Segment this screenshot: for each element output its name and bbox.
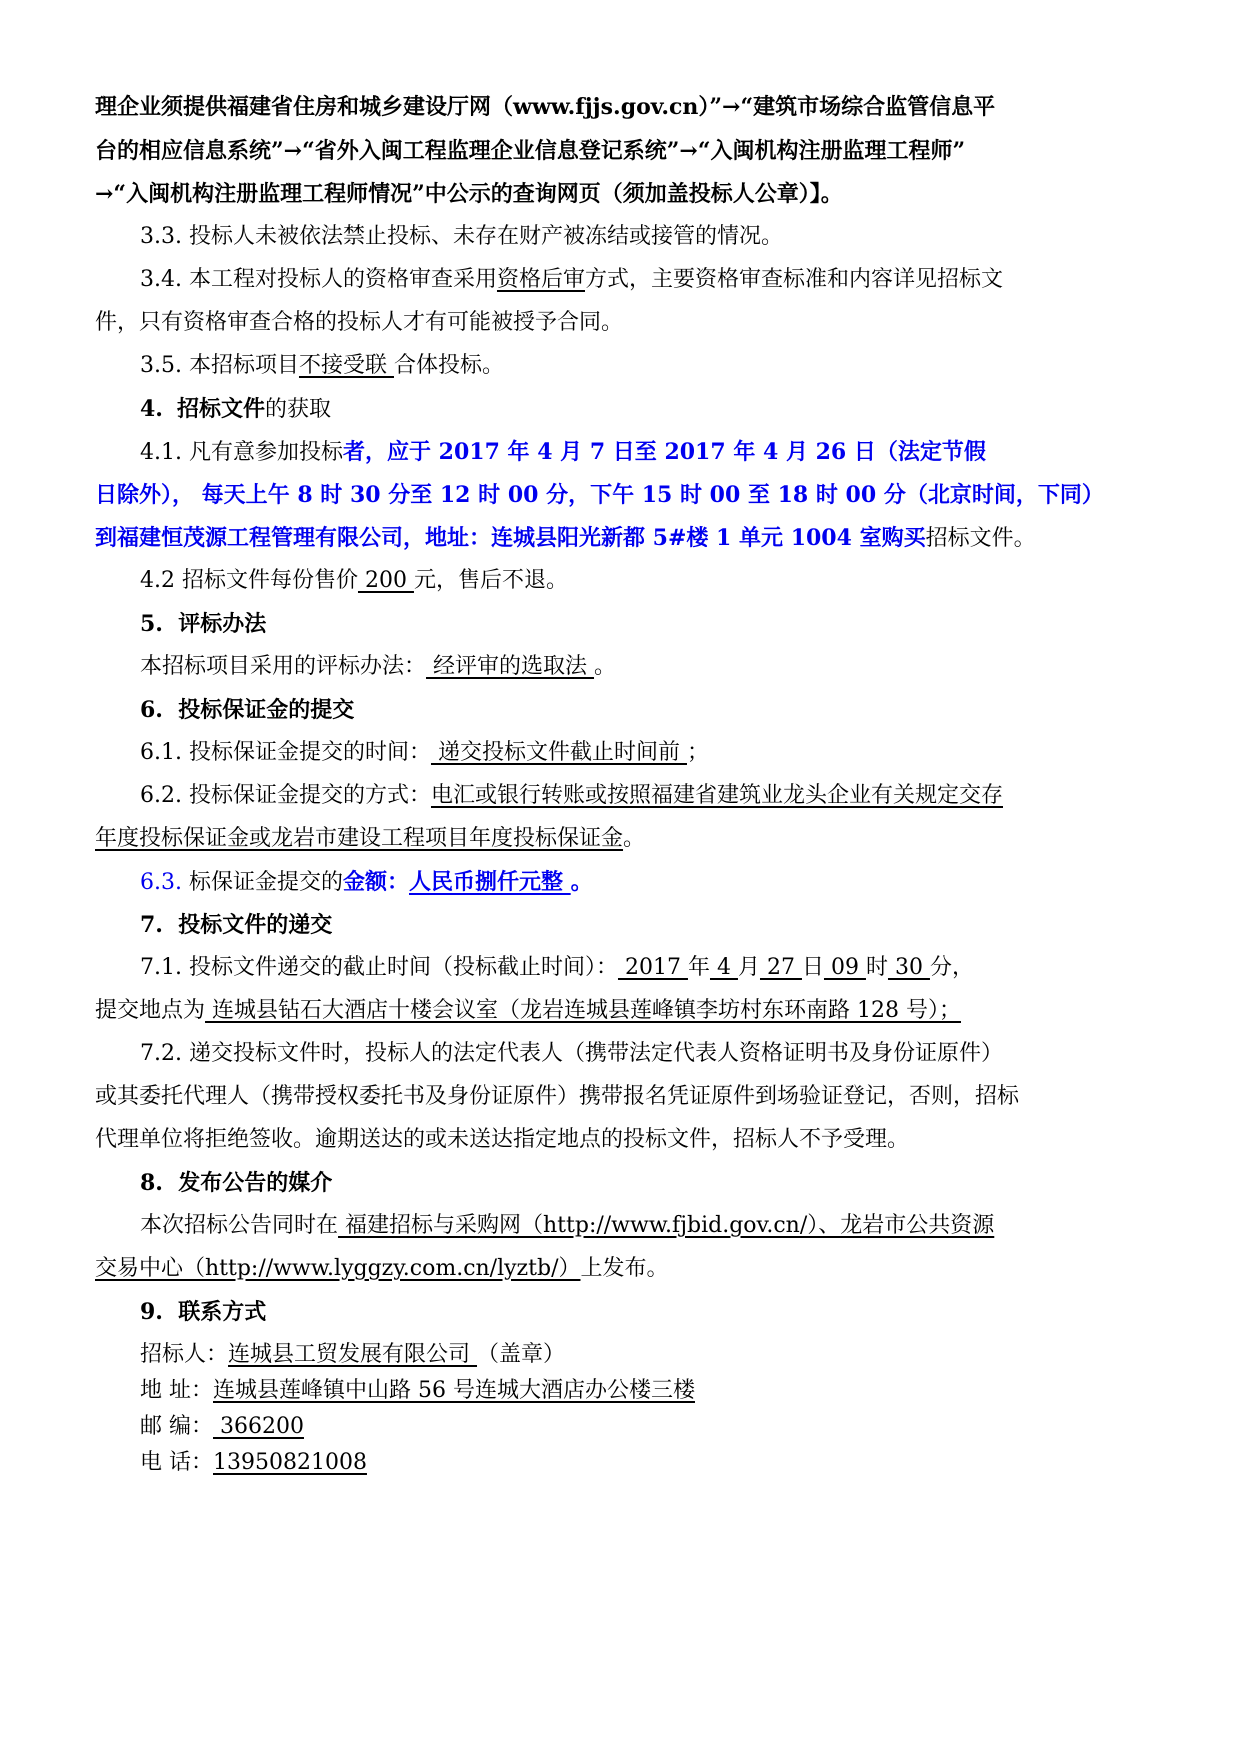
heading-4-bold: 招标文件 — [176, 396, 265, 422]
clause-5-text-a: 本招标项目采用的评标办法： — [140, 654, 427, 679]
clause-8-text-a: 本次招标公告同时在 — [140, 1213, 339, 1238]
heading-6-number: 6. — [140, 697, 163, 723]
clause-7-1-month-unit: 月 — [737, 955, 760, 980]
intro-line-3: →“入闽机构注册监理工程师情况”中公示的查询网页（须加盖投标人公章）】。 — [95, 181, 843, 207]
clause-7-2-line-1: 7.2. 递交投标文件时，投标人的法定代表人（携带法定代表人资格证明书及身份证原件） — [140, 1041, 1003, 1066]
clause-6-1-text-b: ； — [686, 740, 709, 765]
clause-6-1-time: 递交投标文件截止时间前 — [430, 740, 687, 765]
clause-5 — [140, 652, 1241, 682]
heading-4-number: 4. — [140, 396, 163, 422]
heading-4-rest: 的获取 — [264, 397, 331, 422]
clause-3-3: 3.3. 投标人未被依法禁止投标、未存在财产被冻结或接管的情况。 — [140, 224, 783, 249]
clause-4-1-line-3 — [95, 523, 1241, 554]
clause-7-1-hour: 09 — [823, 955, 866, 980]
clause-8-media-2: 交易中心（http://www.lyggzy.com.cn/lyztb/） — [95, 1256, 581, 1281]
contact-tenderer — [140, 1340, 1241, 1370]
clause-7-1-day-unit: 日 — [801, 955, 824, 980]
contact-zip-label: 邮 编： — [140, 1414, 213, 1439]
intro-line-2: 台的相应信息系统”→“省外入闽工程监理企业信息登记系统”→“入闽机构注册监理工程师” — [95, 138, 966, 164]
heading-8 — [140, 1168, 1241, 1198]
clause-4-1-line-2: 日除外）， 每天上午 8 时 30 分至 12 时 00 分，下午 15 时 00 至 18 时 00 分（北京时间，下同） — [95, 482, 1104, 508]
heading-9-number: 9. — [140, 1299, 163, 1325]
heading-6 — [140, 695, 1241, 725]
clause-7-1-location-label: 提交地点为 — [95, 998, 206, 1023]
clause-6-2-text-b: 。 — [623, 826, 646, 851]
heading-7 — [140, 910, 1241, 940]
clause-4-1-blue-1: 者，应于 2017 年 4 月 7 日至 2017 年 4 月 26 日（法定节假 — [342, 439, 986, 465]
heading-9 — [140, 1297, 1241, 1327]
clause-7-2-line-2: 或其委托代理人（携带授权委托书及身份证原件）携带报名凭证原件到场验证登记，否则，招标 — [95, 1084, 1020, 1109]
heading-7-title: 投标文件的递交 — [178, 912, 333, 938]
clause-6-2-method-2: 年度投标保证金或龙岩市建设工程项目年度投标保证金 — [95, 826, 624, 851]
contact-tenderer-note: （盖章） — [477, 1342, 566, 1367]
clause-3-5 — [140, 351, 1241, 381]
clause-7-1-location: 连城县钻石大酒店十楼会议室（龙岩连城县莲峰镇李坊村东环南路 128 号）； — [205, 998, 961, 1023]
clause-7-2-line-3: 代理单位将拒绝签收。逾期送达的或未送达指定地点的投标文件，招标人不予受理。 — [95, 1127, 910, 1152]
clause-4-1-rest: 招标文件。 — [925, 526, 1036, 551]
clause-5-text-b: 。 — [594, 654, 617, 679]
clause-7-1-year-unit: 年 — [687, 955, 710, 980]
clause-7-1-day: 27 — [759, 955, 802, 980]
clause-6-3-text-a: 标保证金提交的 — [181, 870, 343, 895]
clause-8-line-1 — [140, 1211, 1241, 1241]
clause-4-2-text-b: 元，售后不退。 — [413, 568, 568, 593]
clause-3-4-text-b: 方式，主要资格审查标准和内容详见招标文 — [585, 267, 1004, 292]
contact-phone-label: 电 话： — [140, 1450, 213, 1475]
heading-5-number: 5. — [140, 611, 163, 637]
clause-6-3-amount-label: 金额： — [342, 869, 409, 895]
clause-6-3 — [140, 867, 1241, 898]
contact-tenderer-value: 连城县工贸发展有限公司 — [228, 1342, 478, 1367]
contact-zip — [140, 1412, 1241, 1442]
clause-7-1-month: 4 — [709, 955, 738, 980]
clause-3-4-underlined: 资格后审 — [496, 267, 585, 292]
clause-6-2-text-a: 6.2. 投标保证金提交的方式： — [140, 783, 431, 808]
clause-3-4-line-2: 件，只有资格审查合格的投标人才有可能被授予合同。 — [95, 310, 624, 335]
contact-phone-value: 13950821008 — [213, 1450, 367, 1475]
contact-address-value: 连城县莲峰镇中山路 56 号连城大酒店办公楼三楼 — [213, 1378, 695, 1403]
clause-4-1-blue-3: 到福建恒茂源工程管理有限公司，地址：连城县阳光新都 5#楼 1 单元 1004 室购买 — [95, 525, 926, 551]
clause-6-3-number: 6.3. — [140, 870, 182, 895]
contact-phone — [140, 1448, 1241, 1478]
clause-7-1-hour-unit: 时 — [865, 955, 888, 980]
clause-8-line-2 — [95, 1254, 1241, 1284]
clause-8-media-1: 福建招标与采购网（http://www.fjbid.gov.cn/）、龙岩市公共资源 — [338, 1213, 995, 1238]
clause-4-1-line-1 — [140, 437, 1241, 468]
clause-7-1-line-1 — [140, 953, 1241, 983]
clause-4-1-pre: 4.1. 凡有意参加投标 — [140, 440, 343, 465]
clause-7-1-text-a: 7.1. 投标文件递交的截止时间（投标截止时间）： — [140, 955, 618, 980]
clause-7-1-minute-unit: 分， — [929, 955, 974, 980]
heading-5 — [140, 609, 1241, 639]
contact-address — [140, 1376, 1241, 1406]
clause-7-1-minute: 30 — [887, 955, 930, 980]
clause-7-1-year: 2017 — [617, 955, 688, 980]
clause-6-1 — [140, 738, 1241, 768]
contact-tenderer-label: 招标人： — [140, 1342, 229, 1367]
heading-8-title: 发布公告的媒介 — [178, 1170, 333, 1196]
clause-3-5-text-a: 3.5. 本招标项目 — [140, 353, 299, 378]
clause-5-method: 经评审的选取法 — [426, 654, 595, 679]
clause-4-2 — [140, 566, 1241, 596]
clause-6-2-line-1 — [140, 781, 1241, 811]
clause-3-5-text-b: 合体投标。 — [393, 353, 504, 378]
clause-6-2-line-2 — [95, 824, 1241, 854]
heading-4 — [140, 394, 1241, 425]
clause-4-2-text-a: 4.2 招标文件每份售价 — [140, 568, 358, 593]
clause-3-4-text-a: 3.4. 本工程对投标人的资格审查采用 — [140, 267, 497, 292]
heading-8-number: 8. — [140, 1170, 163, 1196]
clause-6-3-end: 。 — [570, 869, 593, 895]
contact-zip-value: 366200 — [213, 1414, 304, 1439]
intro-line-1: 理企业须提供福建省住房和城乡建设厅网（www.fjjs.gov.cn）”→“建筑市场综合监管信息平 — [95, 94, 996, 120]
clause-7-1-line-2 — [95, 996, 1241, 1026]
clause-3-5-underlined: 不接受联 — [298, 353, 394, 378]
clause-4-2-price: 200 — [357, 568, 414, 593]
contact-address-label: 地 址： — [140, 1378, 213, 1403]
heading-5-title: 评标办法 — [178, 611, 267, 637]
clause-8-text-b: 上发布。 — [580, 1256, 669, 1281]
clause-6-2-method-1: 电汇或银行转账或按照福建省建筑业龙头企业有关规定交存 — [430, 783, 1003, 808]
clause-6-3-amount: 人民币捌仟元整 — [409, 869, 571, 895]
clause-3-4-line-1 — [140, 265, 1241, 295]
heading-6-title: 投标保证金的提交 — [178, 697, 355, 723]
clause-6-1-text-a: 6.1. 投标保证金提交的时间： — [140, 740, 431, 765]
heading-7-number: 7. — [140, 912, 163, 938]
heading-9-title: 联系方式 — [178, 1299, 267, 1325]
